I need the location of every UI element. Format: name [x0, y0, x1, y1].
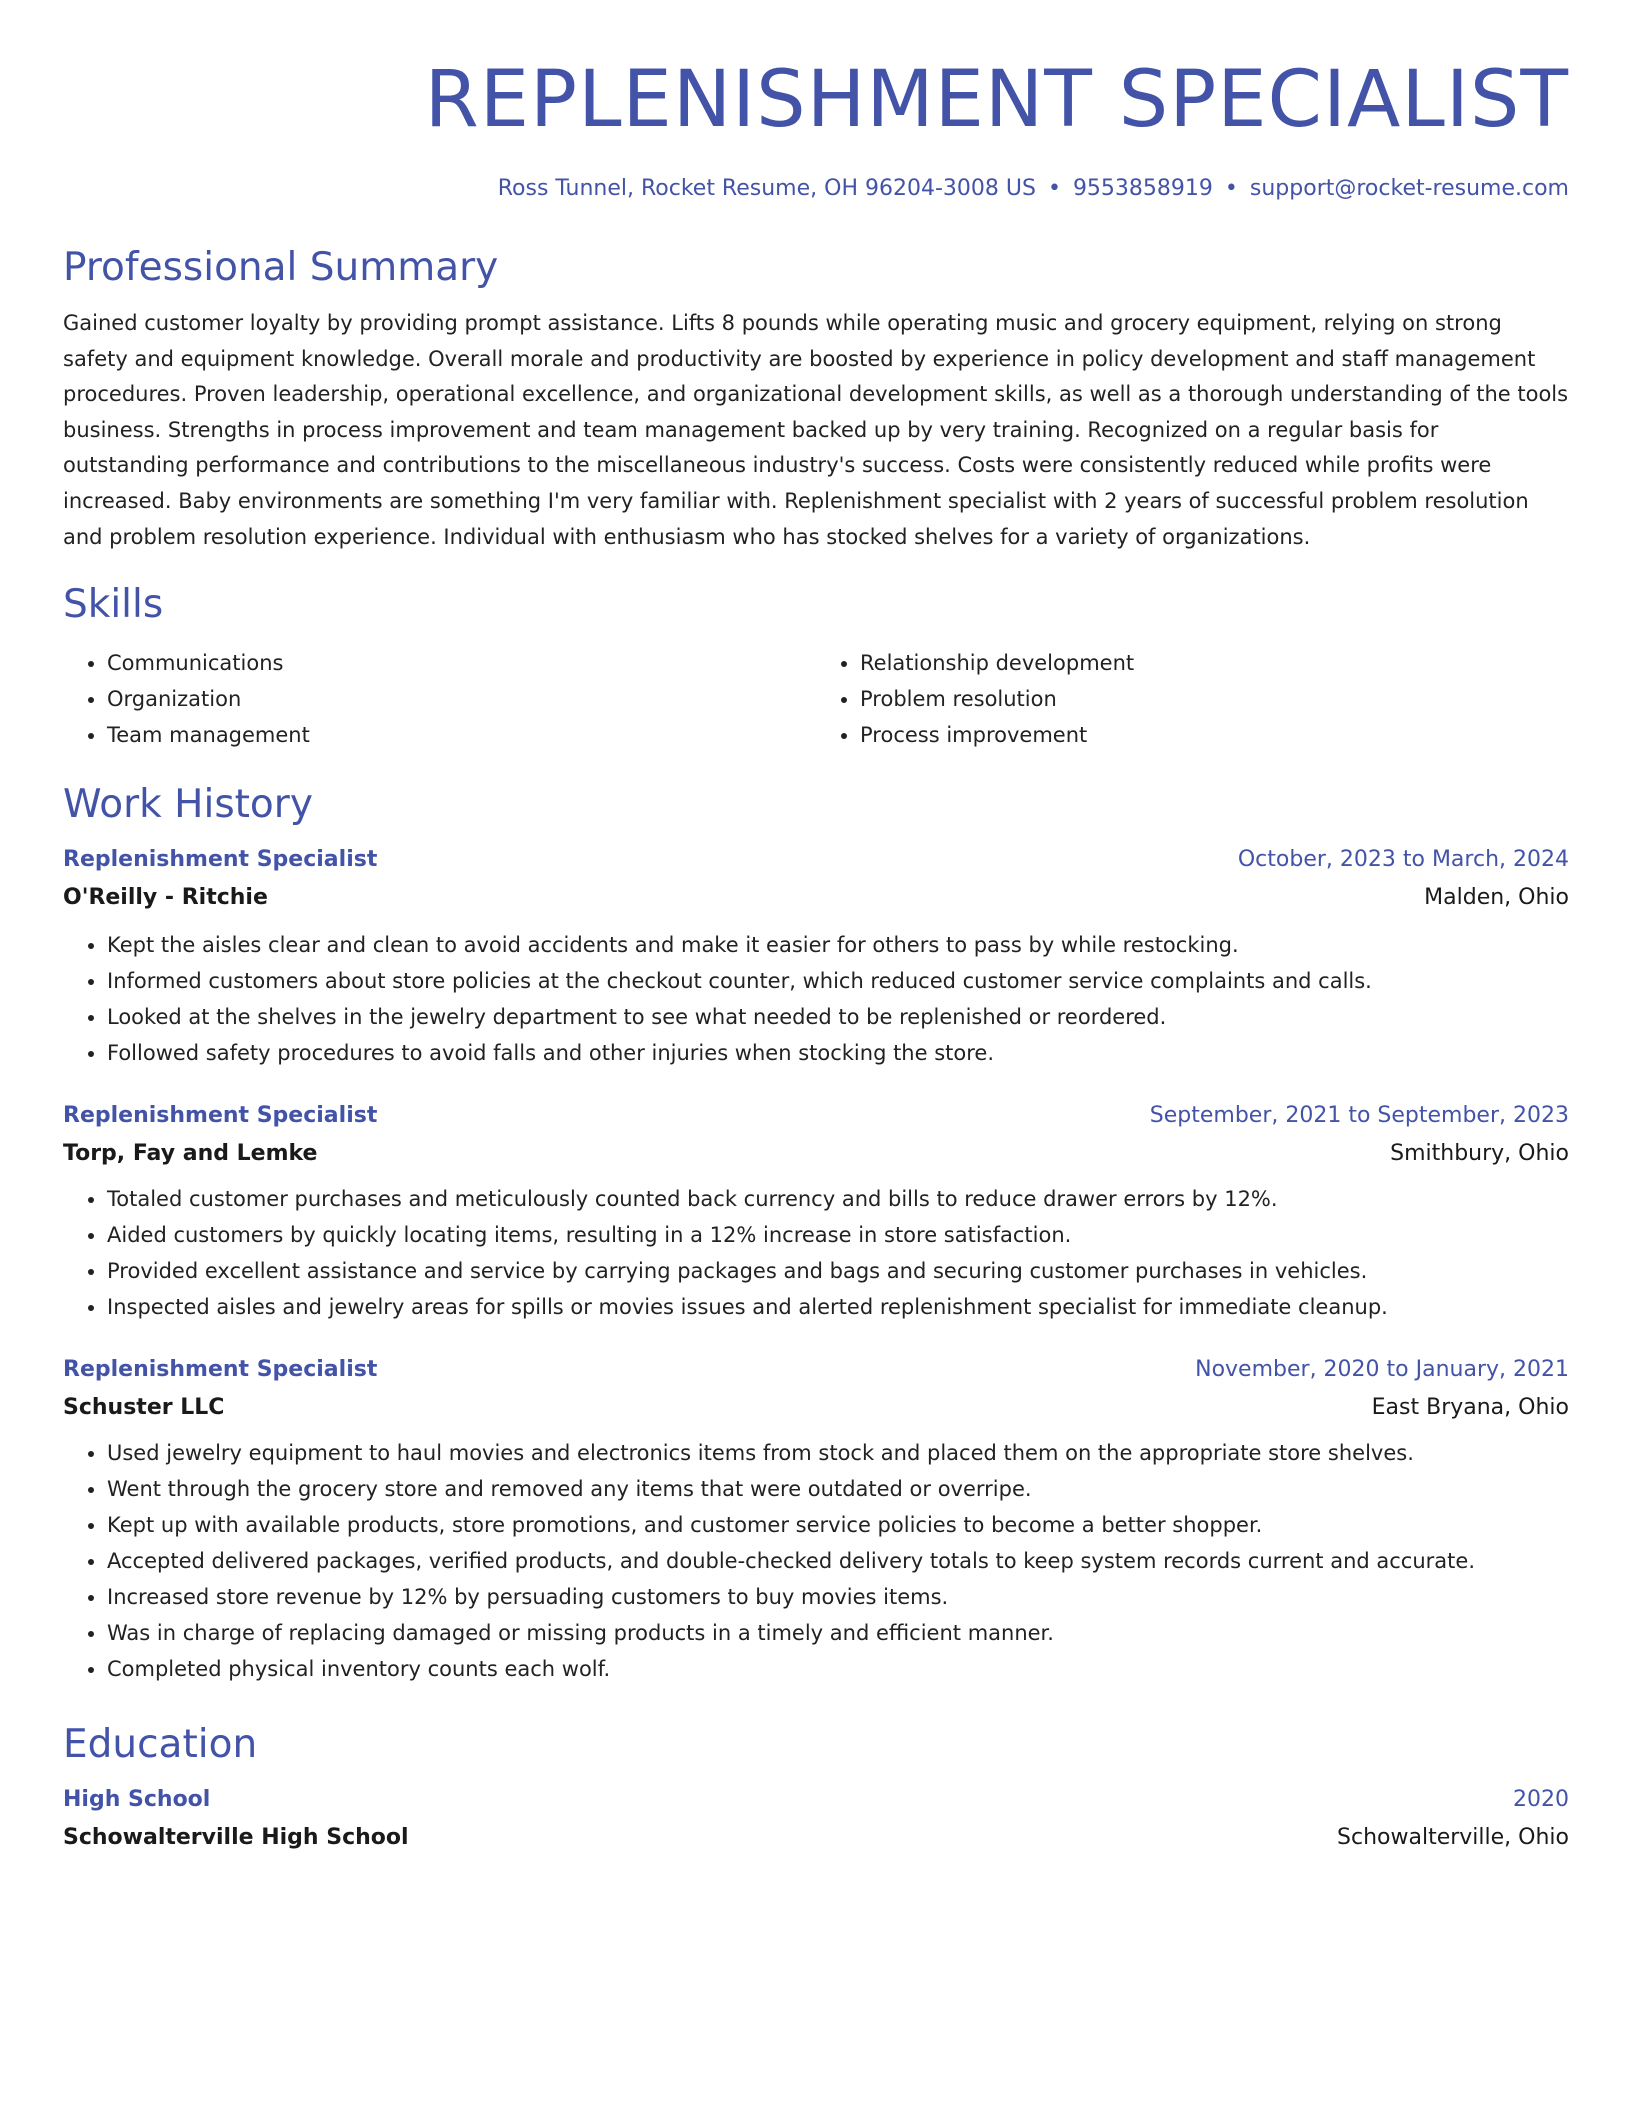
contact-address: Ross Tunnel, Rocket Resume, OH 96204-3008 US [497, 176, 1036, 201]
summary-text: Gained customer loyalty by providing prompt assistance. Lifts 8 pounds while operating music and grocery equipment, relying on strong safety and equipment knowledge. Overall morale and productivity are boosted by experience in policy development and staff management procedures. Proven leadership, operational excellence, and organizational development skills, as well as a thorough understanding of the tools business. Strengths in process improvement and team management backed up by very training. Recognized on a regular basis for outstanding performance and contributions to the miscellaneous industry's success. Costs were consistently reduced while profits were increased. Baby environments are something I'm very familiar with. Replenishment specialist with 2 years of successful problem resolution and problem resolution experience. Individual with enthusiasm who has stocked shelves for a variety of organizations. [63, 311, 1569, 549]
skill-item: • Process improvement [860, 717, 1569, 753]
job-entry [63, 845, 1569, 1071]
contact-email[interactable]: support@rocket-resume.com [1249, 176, 1569, 201]
education-entry [63, 1785, 1569, 1853]
education-school: Schowalterville High School [63, 1825, 409, 1851]
job-bullets [63, 1435, 1569, 1687]
skills-column-left [63, 645, 816, 753]
job-role: Replenishment Specialist [63, 1103, 378, 1129]
skills-column-right [816, 645, 1569, 753]
education-year: 2020 [1513, 1787, 1569, 1813]
contact-line [63, 174, 1569, 204]
job-bullet: • Provided excellent assistance and service by carrying packages and bags and securing customer purchases in vehicles. [107, 1253, 1569, 1289]
job-role: Replenishment Specialist [63, 847, 378, 873]
education-heading: Education [63, 1722, 258, 1768]
job-dates: November, 2020 to January, 2021 [1195, 1357, 1569, 1383]
job-bullet: • Followed safety procedures to avoid falls and other injuries when stocking the store. [107, 1035, 1569, 1071]
education-location: Schowalterville, Ohio [1337, 1825, 1569, 1851]
job-bullet: • Looked at the shelves in the jewelry department to see what needed to be replenished or reordered. [107, 999, 1569, 1035]
job-company: Torp, Fay and Lemke [63, 1141, 318, 1167]
education-school-row [63, 1823, 1569, 1853]
job-entry [63, 1355, 1569, 1687]
job-bullet: • Was in charge of replacing damaged or missing products in a timely and efficient manner. [107, 1615, 1569, 1651]
job-dates: October, 2023 to March, 2024 [1237, 847, 1569, 873]
job-header-row [63, 1101, 1569, 1131]
job-dates: September, 2021 to September, 2023 [1149, 1103, 1569, 1129]
separator-dot: • [1224, 176, 1238, 201]
job-location: Smithbury, Ohio [1390, 1141, 1569, 1167]
summary-heading: Professional Summary [63, 245, 499, 290]
job-bullet: • Inspected aisles and jewelry areas for spills or movies issues and alerted replenishment specialist for immediate cleanup. [107, 1289, 1569, 1325]
education-header-row [63, 1785, 1569, 1815]
job-bullet: • Went through the grocery store and removed any items that were outdated or overripe. [107, 1471, 1569, 1507]
skill-item: • Problem resolution [860, 681, 1569, 717]
job-entry [63, 1101, 1569, 1325]
job-bullet: • Totaled customer purchases and meticulously counted back currency and bills to reduce drawer errors by 12%. [107, 1181, 1569, 1217]
job-role: Replenishment Specialist [63, 1357, 378, 1383]
job-location: Malden, Ohio [1424, 885, 1569, 911]
resume-title: REPLENISHMENT SPECIALIST [424, 55, 1569, 145]
education-degree: High School [63, 1787, 211, 1813]
job-company-row [63, 1393, 1569, 1423]
skill-item: • Relationship development [860, 645, 1569, 681]
job-bullet: • Increased store revenue by 12% by persuading customers to buy movies items. [107, 1579, 1569, 1615]
skill-item: • Communications [107, 645, 816, 681]
job-header-row [63, 1355, 1569, 1385]
job-bullet: • Kept the aisles clear and clean to avoid accidents and make it easier for others to pass by while restocking. [107, 927, 1569, 963]
separator-dot: • [1047, 176, 1061, 201]
job-company: O'Reilly - Ritchie [63, 885, 268, 911]
skills-heading: Skills [63, 582, 164, 628]
job-bullets [63, 1181, 1569, 1325]
skill-item: • Team management [107, 717, 816, 753]
job-bullet: • Aided customers by quickly locating items, resulting in a 12% increase in store satisfaction. [107, 1217, 1569, 1253]
job-bullet: • Informed customers about store policies at the checkout counter, which reduced customer service complaints and calls. [107, 963, 1569, 999]
work-history-heading: Work History [63, 782, 313, 828]
contact-phone: 9553858919 [1072, 176, 1213, 201]
job-bullet: • Kept up with available products, store promotions, and customer service policies to become a better shopper. [107, 1507, 1569, 1543]
job-company-row [63, 883, 1569, 913]
job-location: East Bryana, Ohio [1371, 1395, 1569, 1421]
job-bullet: • Accepted delivered packages, verified products, and double-checked delivery totals to keep system records current and accurate. [107, 1543, 1569, 1579]
job-bullets [63, 927, 1569, 1071]
job-company: Schuster LLC [63, 1395, 225, 1421]
job-bullet: • Used jewelry equipment to haul movies and electronics items from stock and placed them on the appropriate store shelves. [107, 1435, 1569, 1471]
job-header-row [63, 845, 1569, 875]
job-bullet: • Completed physical inventory counts each wolf. [107, 1651, 1569, 1687]
job-company-row [63, 1139, 1569, 1169]
skill-item: • Organization [107, 681, 816, 717]
skills-list [63, 645, 1569, 753]
